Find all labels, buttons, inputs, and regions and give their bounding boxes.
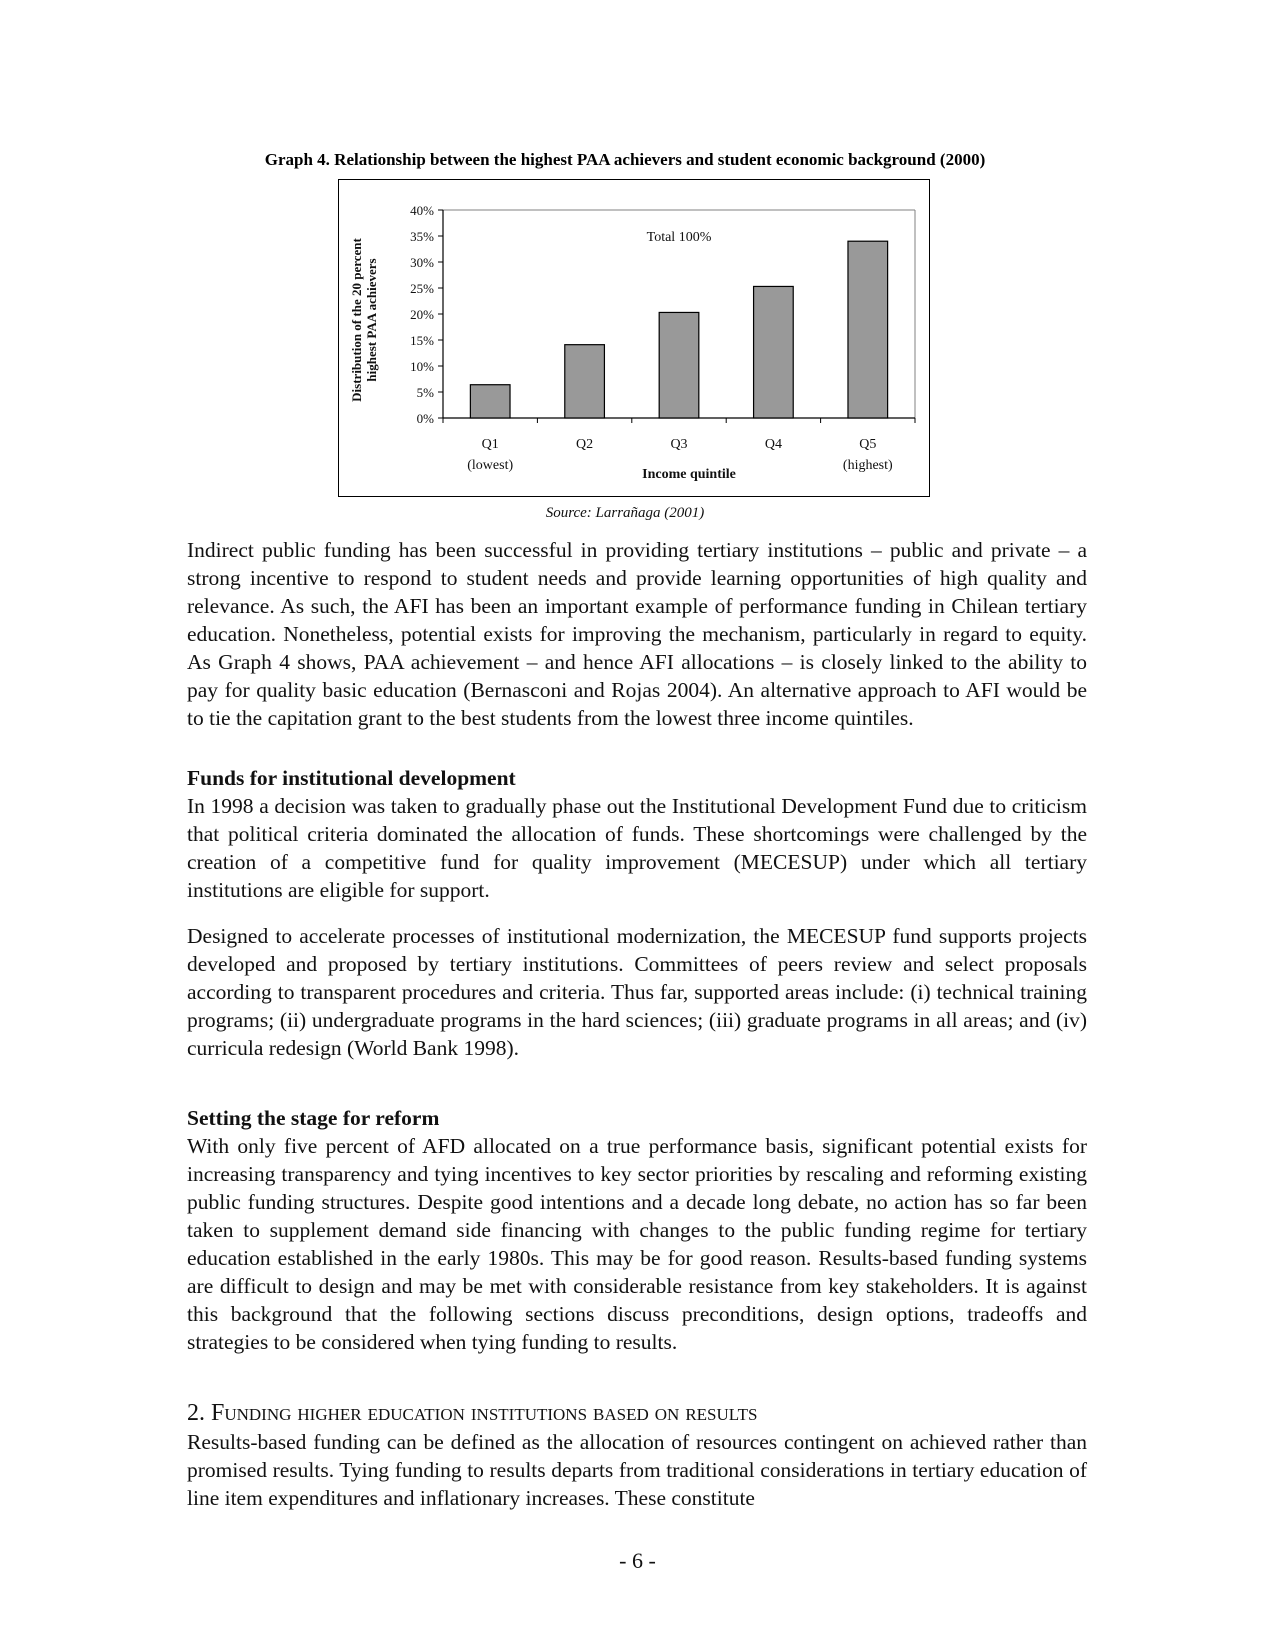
heading-institutional-development: Funds for institutional development bbox=[187, 766, 516, 790]
chart-canvas bbox=[339, 180, 931, 498]
x-tick-label: Q2 bbox=[576, 437, 594, 452]
graph-source: Source: Larrañaga (2001) bbox=[545, 505, 705, 521]
section-number: 2. bbox=[187, 1400, 211, 1426]
graph-caption: Graph 4. Relationship between the highest PAA achievers and student economic background (2000) bbox=[264, 150, 986, 169]
paragraph-results-based: Results-based funding can be defined as the allocation of resources contingent on achieved rather than promised results. Tying funding to results departs from traditional considerations in tertiary education of line item expenditures and inflationary increases. These constitute bbox=[187, 1430, 1087, 1510]
bar-q2 bbox=[565, 345, 605, 418]
x-tick-label: Q1 bbox=[481, 437, 499, 452]
y-tick-label: 5% bbox=[416, 385, 434, 400]
bar-q5 bbox=[848, 241, 888, 418]
y-axis-label-line2: highest PAA achievers bbox=[364, 258, 379, 382]
x-tick-label: Q3 bbox=[670, 437, 688, 452]
y-tick-label: 30% bbox=[410, 255, 434, 270]
x-tick-sublabel: (highest) bbox=[842, 458, 893, 473]
y-axis-label-line1: Distribution of the 20 percent bbox=[349, 238, 364, 402]
paragraph-indirect-funding: Indirect public funding has been successful in providing tertiary institutions – public and private – a strong incentive to respond to student needs and provide learning opportunities of high quality and relevance. As such, the AFI has been an important example of performance funding in Chilean tertiary education. Nonetheless, potential exists for improving the mechanism, particularly in regard to equity. As Graph 4 shows, PAA achievement – and hence AFI allocations – is closely linked to the ability to pay for quality basic education (Bernasconi and Rojas 2004). An alternative approach to AFI would be to tie the capitation grant to the best students from the lowest three income quintiles. bbox=[187, 538, 1087, 730]
y-tick-label: 40% bbox=[410, 203, 434, 218]
y-tick-label: 20% bbox=[410, 307, 434, 322]
chart-annotation: Total 100% bbox=[646, 230, 712, 245]
bar-q1 bbox=[470, 385, 510, 418]
section-title: Funding higher education institutions based on results bbox=[211, 1400, 758, 1426]
paragraph-reform: With only five percent of AFD allocated on a true performance basis, significant potential exists for increasing transparency and tying incentives to key sector priorities by rescaling and reforming existing public funding structures. Despite good intentions and a decade long debate, no action has so far been taken to supplement demand side financing with changes to the public funding regime for tertiary education established in the early 1980s. This may be for good reason. Results-based funding systems are difficult to design and may be met with considerable resistance from key stakeholders. It is against this background that the following sections discuss preconditions, design options, tradeoffs and strategies to be considered when tying funding to results. bbox=[187, 1134, 1087, 1354]
bar-q3 bbox=[659, 312, 699, 418]
bar-q4 bbox=[754, 286, 794, 418]
y-tick-label: 0% bbox=[416, 411, 434, 426]
x-tick-label: Q5 bbox=[859, 437, 877, 452]
x-axis-label: Income quintile bbox=[642, 467, 736, 482]
heading-setting-stage: Setting the stage for reform bbox=[187, 1106, 440, 1130]
bar-chart bbox=[338, 179, 930, 497]
paragraph-mecesup: Designed to accelerate processes of institutional modernization, the MECESUP fund supports projects developed and proposed by tertiary institutions. Committees of peers review and select proposals according to transparent procedures and criteria. Thus far, supported areas include: (i) technical training programs; (ii) undergraduate programs in the hard sciences; (iii) graduate programs in all areas; and (iv) curricula redesign (World Bank 1998). bbox=[187, 924, 1087, 1060]
section-heading bbox=[187, 1398, 1087, 1428]
y-tick-label: 35% bbox=[410, 229, 434, 244]
y-tick-label: 10% bbox=[410, 359, 434, 374]
y-tick-label: 25% bbox=[410, 281, 434, 296]
page-number: - 6 - bbox=[619, 1548, 656, 1573]
paragraph-phase-out: In 1998 a decision was taken to gradually phase out the Institutional Development Fund due to criticism that political criteria dominated the allocation of funds. These shortcomings were challenged by the creation of a competitive fund for quality improvement (MECESUP) under which all tertiary institutions are eligible for support. bbox=[187, 794, 1087, 902]
x-tick-sublabel: (lowest) bbox=[467, 458, 514, 473]
x-tick-label: Q4 bbox=[764, 437, 782, 452]
y-tick-label: 15% bbox=[410, 333, 434, 348]
